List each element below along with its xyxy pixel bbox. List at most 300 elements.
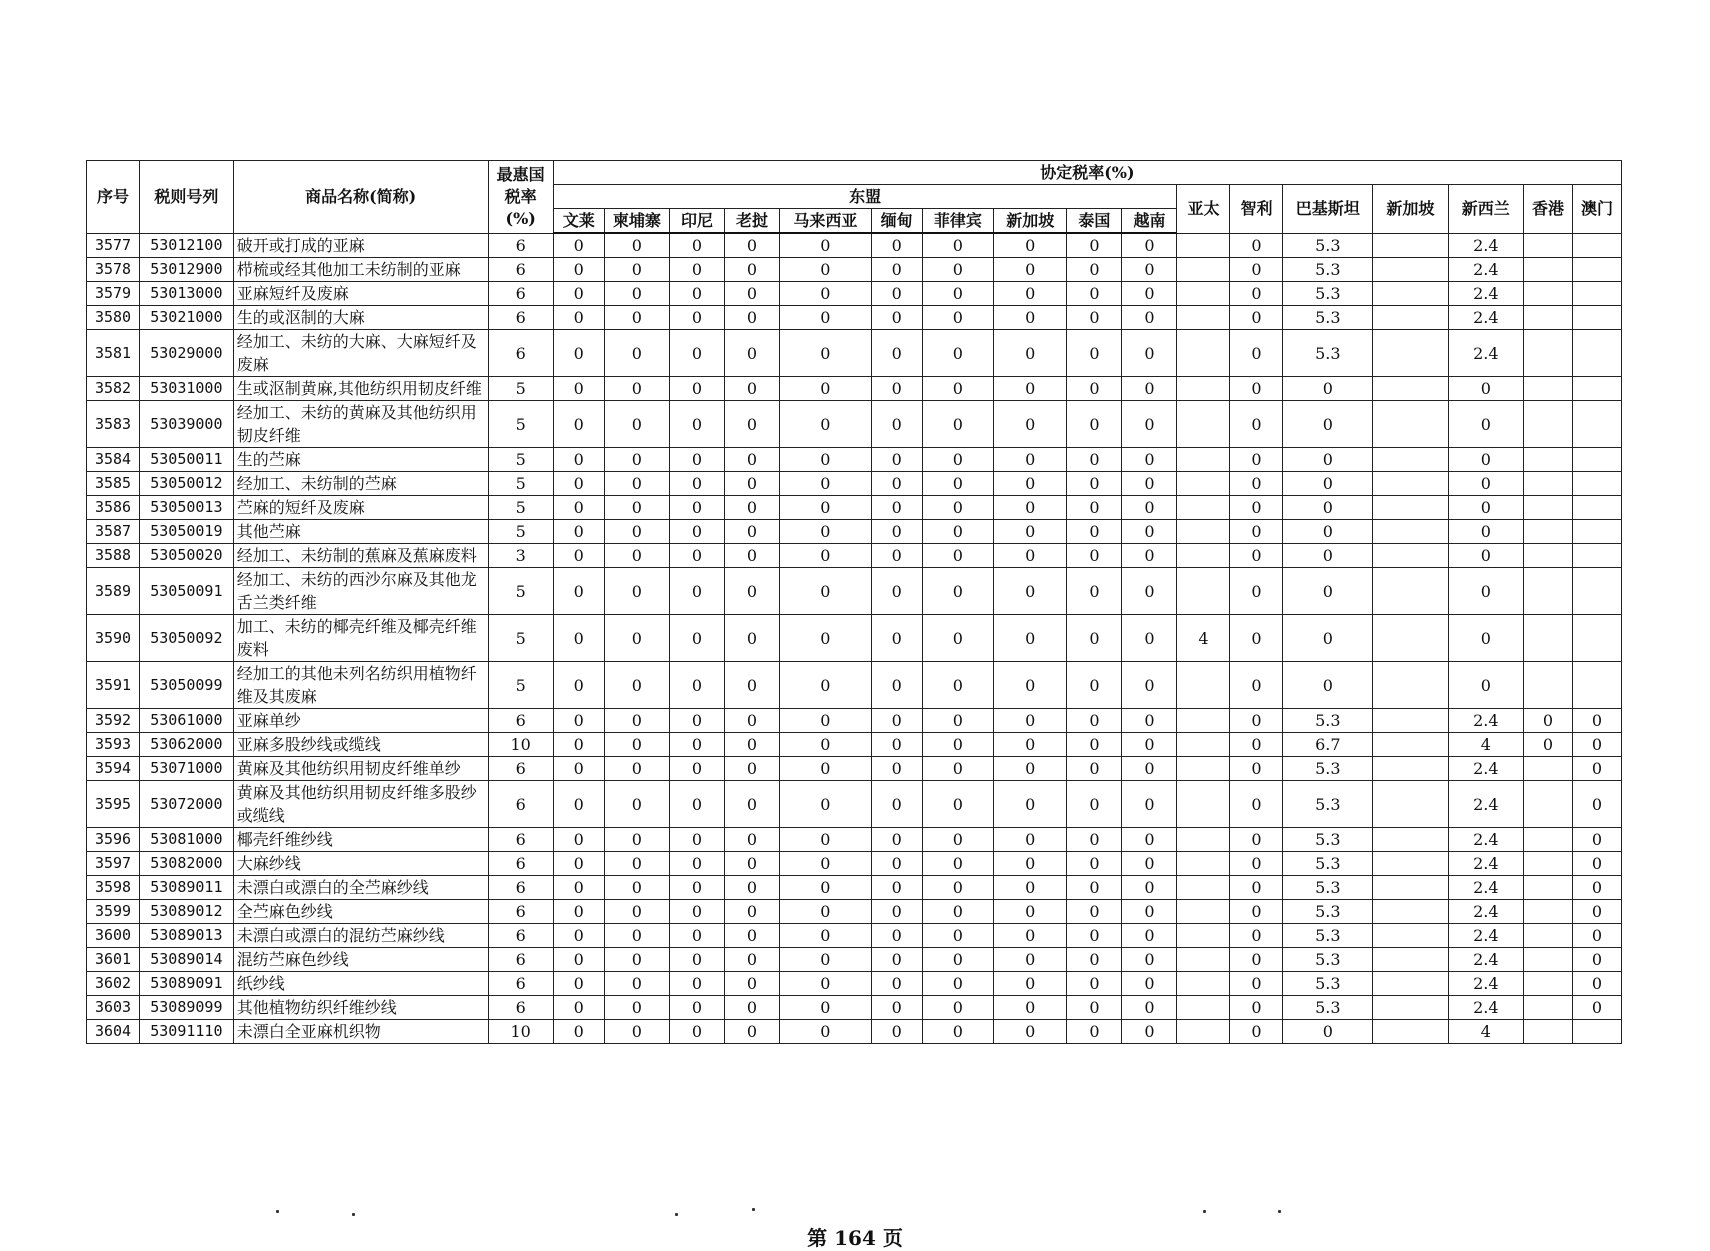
cell-nz-rate: 0 bbox=[1448, 520, 1523, 544]
cell-asean-rate: 0 bbox=[604, 258, 669, 282]
cell-singapore-rate bbox=[1373, 448, 1448, 472]
cell-singapore-rate bbox=[1373, 377, 1448, 401]
cell-asean-rate: 0 bbox=[994, 233, 1067, 258]
cell-singapore-rate bbox=[1373, 330, 1448, 377]
cell-pakistan-rate: 5.3 bbox=[1283, 924, 1373, 948]
cell-asean-rate: 0 bbox=[994, 996, 1067, 1020]
cell-asean-rate: 0 bbox=[922, 733, 993, 757]
table-body bbox=[87, 233, 1622, 1044]
cell-mfn: 6 bbox=[488, 924, 553, 948]
table-row bbox=[87, 472, 1622, 496]
cell-name: 其他苎麻 bbox=[233, 520, 488, 544]
cell-chile-rate: 0 bbox=[1230, 377, 1283, 401]
cell-asean-rate: 0 bbox=[553, 948, 604, 972]
cell-mfn: 10 bbox=[488, 733, 553, 757]
cell-nz-rate: 2.4 bbox=[1448, 258, 1523, 282]
cell-macao-rate bbox=[1572, 330, 1621, 377]
cell-hk-rate bbox=[1524, 996, 1573, 1020]
cell-seq: 3582 bbox=[87, 377, 140, 401]
col-chile-header: 智利 bbox=[1230, 185, 1283, 234]
cell-asean-rate: 0 bbox=[1122, 258, 1177, 282]
cell-asean-rate: 0 bbox=[871, 544, 922, 568]
cell-name: 亚麻多股纱线或缆线 bbox=[233, 733, 488, 757]
cell-asean-rate: 0 bbox=[994, 900, 1067, 924]
cell-asean-rate: 0 bbox=[724, 472, 779, 496]
col-philippines-header: 菲律宾 bbox=[922, 209, 993, 234]
cell-asean-rate: 0 bbox=[1122, 781, 1177, 828]
cell-pakistan-rate: 5.3 bbox=[1283, 852, 1373, 876]
table-row bbox=[87, 852, 1622, 876]
cell-asean-rate: 0 bbox=[871, 233, 922, 258]
cell-asean-rate: 0 bbox=[1122, 757, 1177, 781]
cell-asean-rate: 0 bbox=[922, 900, 993, 924]
cell-asean-rate: 0 bbox=[780, 828, 872, 852]
table-row bbox=[87, 306, 1622, 330]
cell-asean-rate: 0 bbox=[724, 948, 779, 972]
cell-asean-rate: 0 bbox=[922, 401, 993, 448]
cell-chile-rate: 0 bbox=[1230, 472, 1283, 496]
cell-asean-rate: 0 bbox=[604, 520, 669, 544]
cell-macao-rate: 0 bbox=[1572, 852, 1621, 876]
table-row bbox=[87, 900, 1622, 924]
cell-seq: 3590 bbox=[87, 615, 140, 662]
cell-apta-rate bbox=[1177, 520, 1230, 544]
cell-asean-rate: 0 bbox=[669, 852, 724, 876]
cell-asean-rate: 0 bbox=[922, 496, 993, 520]
col-singapore-header: 新加坡 bbox=[1373, 185, 1448, 234]
table-row bbox=[87, 377, 1622, 401]
scan-speck bbox=[1203, 1210, 1206, 1213]
cell-asean-rate: 0 bbox=[1122, 996, 1177, 1020]
cell-asean-rate: 0 bbox=[724, 330, 779, 377]
cell-pakistan-rate: 5.3 bbox=[1283, 876, 1373, 900]
cell-mfn: 5 bbox=[488, 496, 553, 520]
cell-asean-rate: 0 bbox=[1067, 1020, 1122, 1044]
cell-asean-rate: 0 bbox=[553, 306, 604, 330]
cell-asean-rate: 0 bbox=[871, 615, 922, 662]
cell-apta-rate bbox=[1177, 258, 1230, 282]
cell-name: 经加工、未纺制的蕉麻及蕉麻废料 bbox=[233, 544, 488, 568]
cell-macao-rate: 0 bbox=[1572, 781, 1621, 828]
cell-asean-rate: 0 bbox=[604, 900, 669, 924]
cell-hk-rate bbox=[1524, 615, 1573, 662]
cell-pakistan-rate: 5.3 bbox=[1283, 709, 1373, 733]
cell-asean-rate: 0 bbox=[604, 852, 669, 876]
cell-nz-rate: 0 bbox=[1448, 448, 1523, 472]
cell-macao-rate bbox=[1572, 615, 1621, 662]
cell-asean-rate: 0 bbox=[724, 924, 779, 948]
cell-asean-rate: 0 bbox=[669, 496, 724, 520]
cell-asean-rate: 0 bbox=[922, 568, 993, 615]
cell-asean-rate: 0 bbox=[669, 709, 724, 733]
cell-nz-rate: 2.4 bbox=[1448, 852, 1523, 876]
cell-chile-rate: 0 bbox=[1230, 1020, 1283, 1044]
cell-macao-rate: 0 bbox=[1572, 876, 1621, 900]
cell-macao-rate: 0 bbox=[1572, 900, 1621, 924]
cell-asean-rate: 0 bbox=[553, 852, 604, 876]
cell-mfn: 6 bbox=[488, 876, 553, 900]
cell-asean-rate: 0 bbox=[780, 544, 872, 568]
cell-hk-rate: 0 bbox=[1524, 733, 1573, 757]
cell-mfn: 6 bbox=[488, 781, 553, 828]
cell-asean-rate: 0 bbox=[922, 377, 993, 401]
cell-macao-rate: 0 bbox=[1572, 924, 1621, 948]
cell-asean-rate: 0 bbox=[994, 948, 1067, 972]
col-laos-header: 老挝 bbox=[724, 209, 779, 234]
cell-asean-rate: 0 bbox=[724, 781, 779, 828]
cell-mfn: 5 bbox=[488, 615, 553, 662]
cell-hk-rate bbox=[1524, 662, 1573, 709]
cell-asean-rate: 0 bbox=[871, 496, 922, 520]
cell-chile-rate: 0 bbox=[1230, 662, 1283, 709]
cell-seq: 3602 bbox=[87, 972, 140, 996]
cell-asean-rate: 0 bbox=[994, 544, 1067, 568]
cell-macao-rate bbox=[1572, 496, 1621, 520]
cell-asean-rate: 0 bbox=[922, 972, 993, 996]
cell-hk-rate bbox=[1524, 1020, 1573, 1044]
cell-name: 经加工的其他未列名纺织用植物纤维及其废麻 bbox=[233, 662, 488, 709]
cell-asean-rate: 0 bbox=[922, 472, 993, 496]
col-thailand-header: 泰国 bbox=[1067, 209, 1122, 234]
cell-asean-rate: 0 bbox=[604, 401, 669, 448]
cell-hk-rate bbox=[1524, 948, 1573, 972]
cell-asean-rate: 0 bbox=[724, 972, 779, 996]
cell-asean-rate: 0 bbox=[1122, 948, 1177, 972]
cell-asean-rate: 0 bbox=[780, 876, 872, 900]
cell-mfn: 3 bbox=[488, 544, 553, 568]
cell-name: 亚麻短纤及废麻 bbox=[233, 282, 488, 306]
cell-asean-rate: 0 bbox=[871, 401, 922, 448]
cell-asean-rate: 0 bbox=[922, 282, 993, 306]
cell-asean-rate: 0 bbox=[1122, 520, 1177, 544]
cell-asean-rate: 0 bbox=[553, 472, 604, 496]
cell-asean-rate: 0 bbox=[724, 757, 779, 781]
cell-hk-rate bbox=[1524, 448, 1573, 472]
cell-asean-rate: 0 bbox=[922, 781, 993, 828]
cell-apta-rate bbox=[1177, 568, 1230, 615]
cell-chile-rate: 0 bbox=[1230, 996, 1283, 1020]
cell-asean-rate: 0 bbox=[994, 852, 1067, 876]
cell-hk-rate bbox=[1524, 520, 1573, 544]
cell-asean-rate: 0 bbox=[994, 472, 1067, 496]
scan-speck bbox=[752, 1208, 755, 1211]
cell-asean-rate: 0 bbox=[553, 662, 604, 709]
cell-macao-rate bbox=[1572, 282, 1621, 306]
cell-asean-rate: 0 bbox=[780, 472, 872, 496]
col-nz-header: 新西兰 bbox=[1448, 185, 1523, 234]
col-name-header: 商品名称(简称) bbox=[233, 161, 488, 234]
cell-name: 纸纱线 bbox=[233, 972, 488, 996]
col-indonesia-header: 印尼 bbox=[669, 209, 724, 234]
cell-nz-rate: 2.4 bbox=[1448, 948, 1523, 972]
cell-asean-rate: 0 bbox=[871, 828, 922, 852]
cell-singapore-rate bbox=[1373, 258, 1448, 282]
cell-name: 亚麻单纱 bbox=[233, 709, 488, 733]
cell-asean-rate: 0 bbox=[780, 757, 872, 781]
col-myanmar-header: 缅甸 bbox=[871, 209, 922, 234]
cell-asean-rate: 0 bbox=[669, 520, 724, 544]
cell-asean-rate: 0 bbox=[553, 330, 604, 377]
cell-singapore-rate bbox=[1373, 900, 1448, 924]
cell-asean-rate: 0 bbox=[922, 615, 993, 662]
cell-nz-rate: 4 bbox=[1448, 1020, 1523, 1044]
cell-chile-rate: 0 bbox=[1230, 330, 1283, 377]
cell-asean-rate: 0 bbox=[604, 733, 669, 757]
cell-pakistan-rate: 5.3 bbox=[1283, 258, 1373, 282]
table-row bbox=[87, 401, 1622, 448]
cell-asean-rate: 0 bbox=[669, 996, 724, 1020]
cell-code: 53031000 bbox=[140, 377, 234, 401]
cell-mfn: 6 bbox=[488, 972, 553, 996]
cell-asean-rate: 0 bbox=[871, 448, 922, 472]
cell-asean-rate: 0 bbox=[1122, 924, 1177, 948]
cell-apta-rate bbox=[1177, 448, 1230, 472]
cell-chile-rate: 0 bbox=[1230, 757, 1283, 781]
cell-asean-rate: 0 bbox=[1067, 330, 1122, 377]
cell-seq: 3580 bbox=[87, 306, 140, 330]
cell-chile-rate: 0 bbox=[1230, 972, 1283, 996]
cell-asean-rate: 0 bbox=[780, 733, 872, 757]
cell-mfn: 6 bbox=[488, 828, 553, 852]
cell-mfn: 5 bbox=[488, 377, 553, 401]
cell-asean-rate: 0 bbox=[553, 282, 604, 306]
cell-asean-rate: 0 bbox=[1122, 330, 1177, 377]
cell-asean-rate: 0 bbox=[1122, 876, 1177, 900]
cell-nz-rate: 2.4 bbox=[1448, 757, 1523, 781]
cell-asean-rate: 0 bbox=[553, 733, 604, 757]
cell-asean-rate: 0 bbox=[669, 733, 724, 757]
cell-hk-rate bbox=[1524, 496, 1573, 520]
cell-seq: 3591 bbox=[87, 662, 140, 709]
cell-asean-rate: 0 bbox=[669, 876, 724, 900]
cell-singapore-rate bbox=[1373, 948, 1448, 972]
table-row bbox=[87, 876, 1622, 900]
cell-singapore-rate bbox=[1373, 828, 1448, 852]
cell-hk-rate bbox=[1524, 757, 1573, 781]
cell-asean-rate: 0 bbox=[780, 233, 872, 258]
cell-name: 生的苎麻 bbox=[233, 448, 488, 472]
cell-asean-rate: 0 bbox=[1122, 448, 1177, 472]
cell-asean-rate: 0 bbox=[780, 615, 872, 662]
col-hk-header: 香港 bbox=[1524, 185, 1573, 234]
cell-code: 53089011 bbox=[140, 876, 234, 900]
cell-asean-rate: 0 bbox=[669, 757, 724, 781]
cell-asean-rate: 0 bbox=[922, 258, 993, 282]
cell-asean-rate: 0 bbox=[553, 544, 604, 568]
cell-nz-rate: 2.4 bbox=[1448, 709, 1523, 733]
cell-asean-rate: 0 bbox=[604, 615, 669, 662]
cell-nz-rate: 0 bbox=[1448, 568, 1523, 615]
cell-asean-rate: 0 bbox=[871, 330, 922, 377]
cell-seq: 3596 bbox=[87, 828, 140, 852]
cell-asean-rate: 0 bbox=[604, 496, 669, 520]
cell-asean-rate: 0 bbox=[553, 924, 604, 948]
cell-asean-rate: 0 bbox=[724, 520, 779, 544]
cell-apta-rate bbox=[1177, 781, 1230, 828]
cell-chile-rate: 0 bbox=[1230, 233, 1283, 258]
cell-asean-rate: 0 bbox=[553, 258, 604, 282]
cell-name: 未漂白全亚麻机织物 bbox=[233, 1020, 488, 1044]
cell-asean-rate: 0 bbox=[1067, 568, 1122, 615]
col-pakistan-header: 巴基斯坦 bbox=[1283, 185, 1373, 234]
cell-asean-rate: 0 bbox=[604, 662, 669, 709]
cell-chile-rate: 0 bbox=[1230, 709, 1283, 733]
cell-chile-rate: 0 bbox=[1230, 900, 1283, 924]
cell-asean-rate: 0 bbox=[604, 306, 669, 330]
cell-asean-rate: 0 bbox=[669, 972, 724, 996]
cell-asean-rate: 0 bbox=[922, 330, 993, 377]
cell-asean-rate: 0 bbox=[1067, 448, 1122, 472]
cell-asean-rate: 0 bbox=[1067, 377, 1122, 401]
cell-asean-rate: 0 bbox=[922, 520, 993, 544]
cell-asean-rate: 0 bbox=[994, 568, 1067, 615]
cell-asean-rate: 0 bbox=[724, 544, 779, 568]
cell-asean-rate: 0 bbox=[780, 781, 872, 828]
cell-seq: 3577 bbox=[87, 233, 140, 258]
cell-hk-rate bbox=[1524, 900, 1573, 924]
cell-asean-rate: 0 bbox=[553, 448, 604, 472]
table-row bbox=[87, 496, 1622, 520]
cell-asean-rate: 0 bbox=[1067, 733, 1122, 757]
cell-apta-rate bbox=[1177, 282, 1230, 306]
cell-apta-rate bbox=[1177, 496, 1230, 520]
cell-asean-rate: 0 bbox=[994, 496, 1067, 520]
cell-asean-rate: 0 bbox=[553, 781, 604, 828]
cell-asean-rate: 0 bbox=[1067, 852, 1122, 876]
cell-pakistan-rate: 5.3 bbox=[1283, 828, 1373, 852]
cell-asean-rate: 0 bbox=[994, 733, 1067, 757]
col-vietnam-header: 越南 bbox=[1122, 209, 1177, 234]
cell-mfn: 6 bbox=[488, 757, 553, 781]
cell-asean-rate: 0 bbox=[780, 448, 872, 472]
cell-asean-rate: 0 bbox=[871, 662, 922, 709]
cell-asean-rate: 0 bbox=[724, 233, 779, 258]
cell-mfn: 5 bbox=[488, 472, 553, 496]
cell-asean-rate: 0 bbox=[724, 876, 779, 900]
cell-asean-rate: 0 bbox=[871, 733, 922, 757]
cell-apta-rate bbox=[1177, 852, 1230, 876]
cell-pakistan-rate: 6.7 bbox=[1283, 733, 1373, 757]
cell-asean-rate: 0 bbox=[724, 733, 779, 757]
cell-singapore-rate bbox=[1373, 306, 1448, 330]
cell-asean-rate: 0 bbox=[922, 852, 993, 876]
cell-apta-rate: 4 bbox=[1177, 615, 1230, 662]
cell-code: 53050099 bbox=[140, 662, 234, 709]
cell-pakistan-rate: 0 bbox=[1283, 472, 1373, 496]
cell-code: 53013000 bbox=[140, 282, 234, 306]
cell-asean-rate: 0 bbox=[994, 972, 1067, 996]
table-row bbox=[87, 781, 1622, 828]
cell-asean-rate: 0 bbox=[669, 900, 724, 924]
cell-asean-rate: 0 bbox=[1122, 496, 1177, 520]
table-row bbox=[87, 996, 1622, 1020]
cell-apta-rate bbox=[1177, 972, 1230, 996]
cell-chile-rate: 0 bbox=[1230, 948, 1283, 972]
cell-singapore-rate bbox=[1373, 924, 1448, 948]
cell-chile-rate: 0 bbox=[1230, 781, 1283, 828]
cell-asean-rate: 0 bbox=[994, 520, 1067, 544]
cell-chile-rate: 0 bbox=[1230, 568, 1283, 615]
cell-code: 53050013 bbox=[140, 496, 234, 520]
cell-code: 53089013 bbox=[140, 924, 234, 948]
cell-asean-rate: 0 bbox=[1067, 544, 1122, 568]
cell-hk-rate bbox=[1524, 876, 1573, 900]
cell-asean-rate: 0 bbox=[780, 948, 872, 972]
cell-asean-rate: 0 bbox=[724, 900, 779, 924]
cell-mfn: 10 bbox=[488, 1020, 553, 1044]
cell-asean-rate: 0 bbox=[1067, 662, 1122, 709]
cell-asean-rate: 0 bbox=[604, 472, 669, 496]
cell-asean-rate: 0 bbox=[669, 828, 724, 852]
cell-pakistan-rate: 5.3 bbox=[1283, 233, 1373, 258]
cell-pakistan-rate: 5.3 bbox=[1283, 330, 1373, 377]
cell-asean-rate: 0 bbox=[994, 757, 1067, 781]
cell-code: 53081000 bbox=[140, 828, 234, 852]
cell-asean-rate: 0 bbox=[994, 377, 1067, 401]
cell-asean-rate: 0 bbox=[994, 282, 1067, 306]
cell-nz-rate: 2.4 bbox=[1448, 996, 1523, 1020]
cell-asean-rate: 0 bbox=[724, 709, 779, 733]
cell-apta-rate bbox=[1177, 757, 1230, 781]
cell-asean-rate: 0 bbox=[871, 472, 922, 496]
asean-group-header: 东盟 bbox=[553, 185, 1177, 209]
cell-asean-rate: 0 bbox=[1122, 233, 1177, 258]
cell-asean-rate: 0 bbox=[922, 757, 993, 781]
cell-name: 破开或打成的亚麻 bbox=[233, 233, 488, 258]
cell-singapore-rate bbox=[1373, 615, 1448, 662]
cell-macao-rate bbox=[1572, 377, 1621, 401]
cell-apta-rate bbox=[1177, 709, 1230, 733]
cell-mfn: 6 bbox=[488, 306, 553, 330]
cell-asean-rate: 0 bbox=[1067, 401, 1122, 448]
cell-asean-rate: 0 bbox=[780, 306, 872, 330]
cell-apta-rate bbox=[1177, 876, 1230, 900]
cell-singapore-rate bbox=[1373, 520, 1448, 544]
cell-nz-rate: 0 bbox=[1448, 496, 1523, 520]
cell-nz-rate: 2.4 bbox=[1448, 282, 1523, 306]
cell-asean-rate: 0 bbox=[922, 233, 993, 258]
cell-asean-rate: 0 bbox=[994, 876, 1067, 900]
table-row bbox=[87, 948, 1622, 972]
cell-asean-rate: 0 bbox=[780, 900, 872, 924]
cell-asean-rate: 0 bbox=[604, 948, 669, 972]
cell-pakistan-rate: 0 bbox=[1283, 1020, 1373, 1044]
cell-asean-rate: 0 bbox=[553, 900, 604, 924]
cell-asean-rate: 0 bbox=[922, 1020, 993, 1044]
cell-asean-rate: 0 bbox=[553, 996, 604, 1020]
cell-seq: 3581 bbox=[87, 330, 140, 377]
col-code-header: 税则号列 bbox=[140, 161, 234, 234]
cell-code: 53082000 bbox=[140, 852, 234, 876]
cell-name: 生的或沤制的大麻 bbox=[233, 306, 488, 330]
cell-asean-rate: 0 bbox=[1122, 401, 1177, 448]
cell-singapore-rate bbox=[1373, 733, 1448, 757]
table-header bbox=[87, 161, 1622, 234]
cell-seq: 3583 bbox=[87, 401, 140, 448]
cell-asean-rate: 0 bbox=[553, 496, 604, 520]
cell-asean-rate: 0 bbox=[553, 757, 604, 781]
table-row bbox=[87, 709, 1622, 733]
cell-seq: 3601 bbox=[87, 948, 140, 972]
cell-code: 53089099 bbox=[140, 996, 234, 1020]
cell-asean-rate: 0 bbox=[780, 330, 872, 377]
table-row bbox=[87, 330, 1622, 377]
cell-asean-rate: 0 bbox=[724, 852, 779, 876]
cell-asean-rate: 0 bbox=[780, 520, 872, 544]
cell-asean-rate: 0 bbox=[780, 496, 872, 520]
cell-singapore-rate bbox=[1373, 852, 1448, 876]
table-row bbox=[87, 282, 1622, 306]
